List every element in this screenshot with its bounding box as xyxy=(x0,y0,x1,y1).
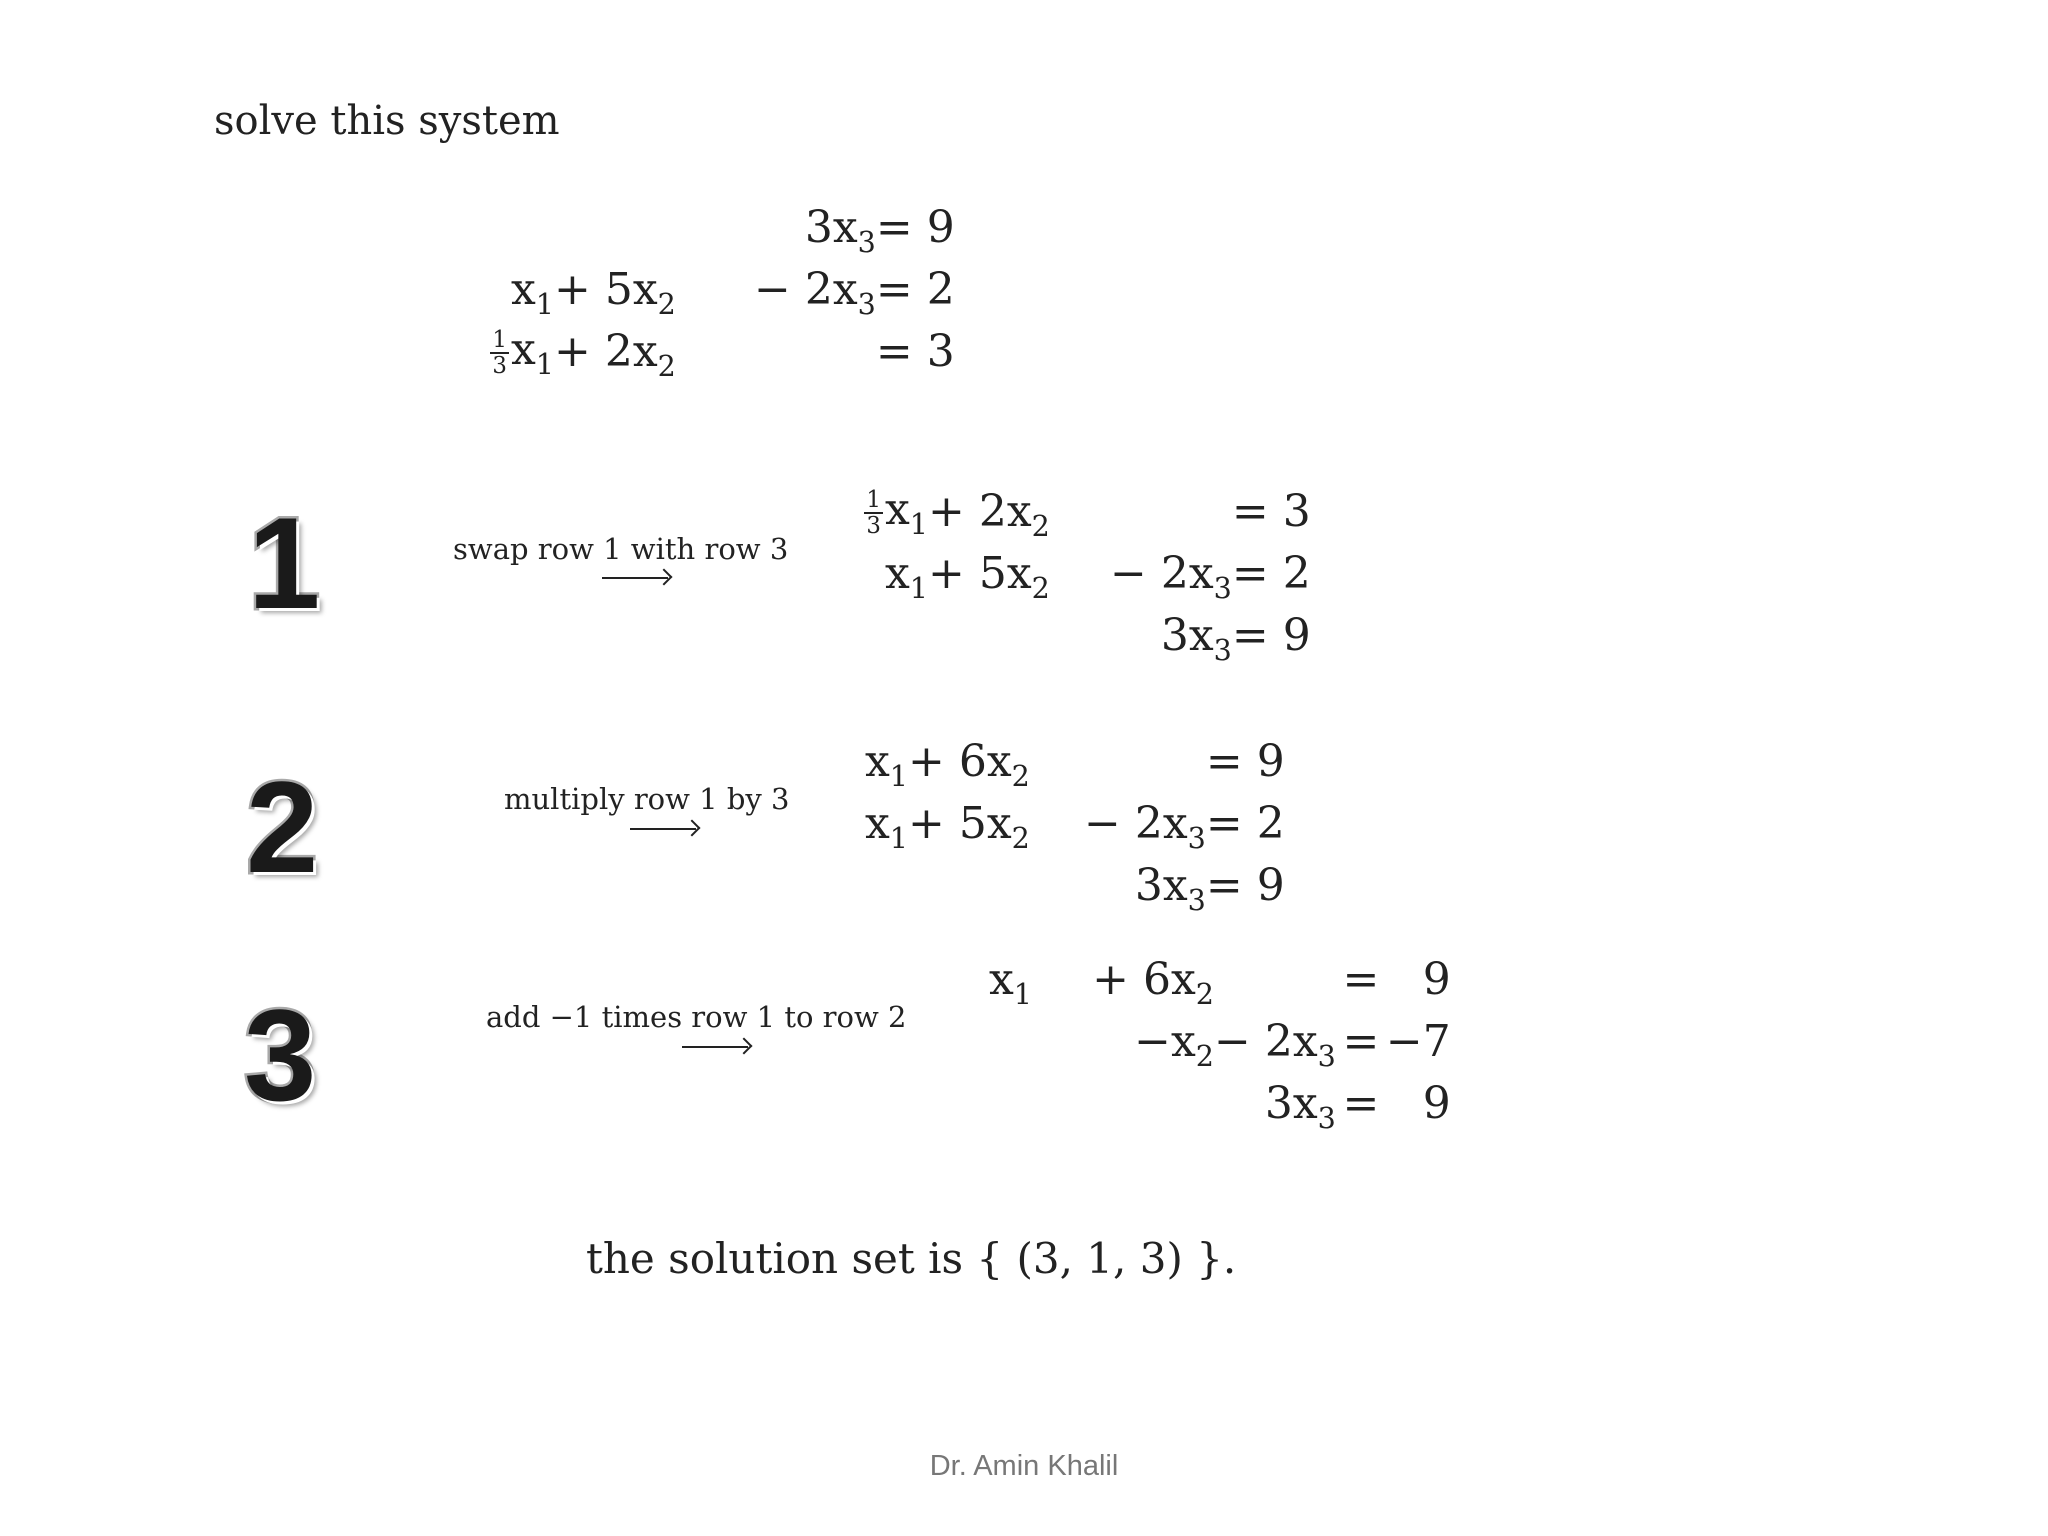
arrow-icon xyxy=(602,577,668,579)
equation-row: $-x_2$ − $2x_3$ = −7 xyxy=(1134,1015,1451,1073)
equation-row: $3x_3$ = 9 xyxy=(1134,859,1285,917)
step-2-system xyxy=(864,730,1285,916)
equation-row: $\frac{1}{3}$ $x_1$ + $2x_2$ = 3 xyxy=(866,484,1311,543)
equation-row: $x_1$ + $5x_2$ − $2x_3$ = 2 xyxy=(864,797,1285,855)
arrow-icon xyxy=(682,1046,748,1048)
equation-row: $x_1$ + $6x_2$ = 9 xyxy=(864,735,1285,793)
equation-row: $3x_3$ = 9 xyxy=(804,201,955,259)
fraction: $\frac{1}{3}$ xyxy=(866,486,881,539)
step-1-system xyxy=(862,480,1311,666)
step-number-1: 1 xyxy=(248,490,321,636)
step-3-label: add −1 times row 1 to row 2 xyxy=(486,1000,907,1034)
equation-row: $x_1$ + $6x_2$ = 9 xyxy=(988,953,1451,1011)
footer-author: Dr. Amin Khalil xyxy=(929,1450,1119,1482)
original-system xyxy=(484,196,955,382)
problem-title: solve this system xyxy=(214,98,560,144)
equation-row: $3x_3$ = 9 xyxy=(1160,609,1311,667)
step-number-3: 3 xyxy=(244,982,317,1128)
fraction: $\frac{1}{3}$ xyxy=(492,326,507,379)
step-2-label: multiply row 1 by 3 xyxy=(504,782,790,816)
equation-row: $\frac{1}{3}$ $x_1$ + $2x_2$ = 3 xyxy=(492,324,955,383)
equation-row: $3x_3$ = 9 xyxy=(1264,1077,1451,1135)
step-1-label: swap row 1 with row 3 xyxy=(453,532,789,566)
equation-row: $x_1$ + $5x_2$ − $2x_3$ = 2 xyxy=(510,263,955,321)
arrow-icon xyxy=(630,828,696,830)
step-3-system xyxy=(988,948,1451,1134)
step-number-2: 2 xyxy=(246,754,319,900)
equation-row: $x_1$ + $5x_2$ − $2x_3$ = 2 xyxy=(884,547,1311,605)
solution-text: the solution set is { (3, 1, 3) }. xyxy=(586,1234,1237,1283)
